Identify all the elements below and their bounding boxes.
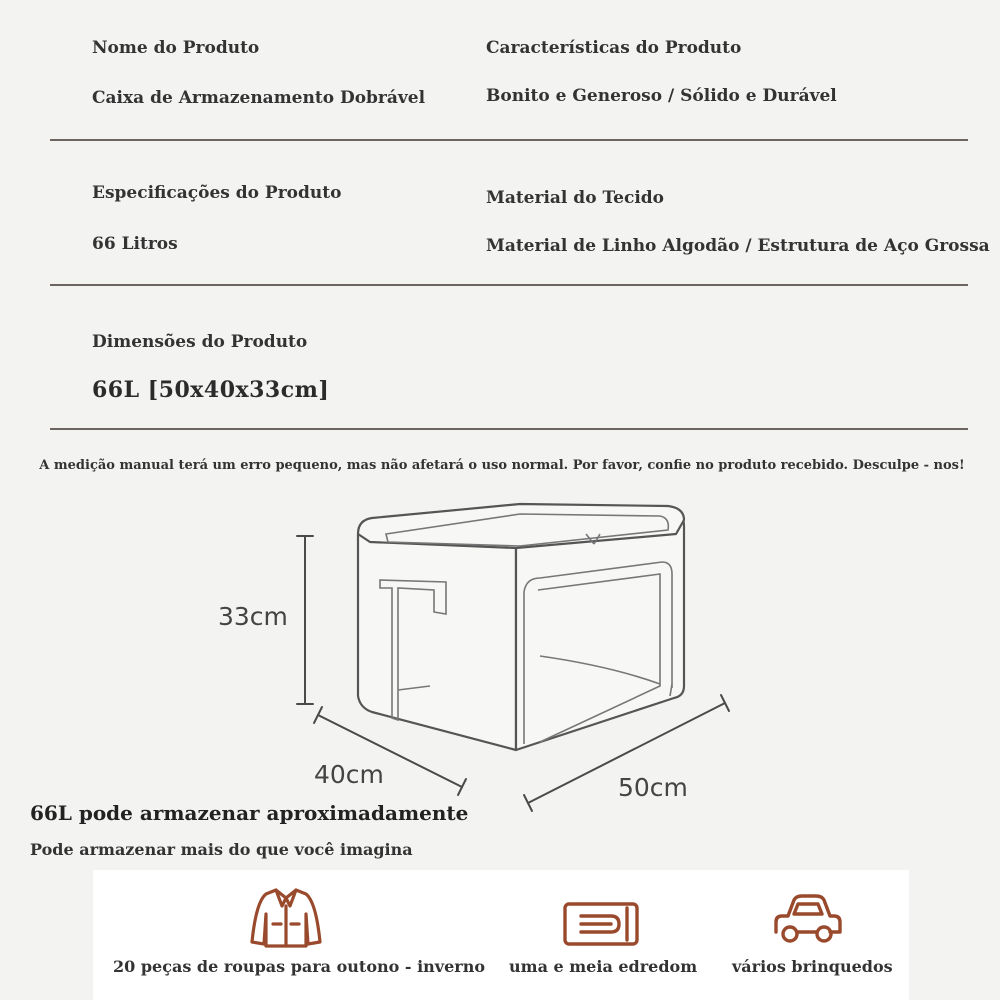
divider (50, 428, 968, 430)
specifications-label: Especificações do Produto (92, 183, 342, 203)
depth-dimension: 40cm (314, 760, 384, 789)
dimensions-label: Dimensões do Produto (92, 332, 308, 352)
divider (50, 284, 968, 286)
fabric-value: Material de Linho Algodão / Estrutura de Aço Grossa (486, 236, 990, 256)
item-label-clothes: 20 peças de roupas para outono - inverno (113, 957, 485, 976)
quilt-icon (561, 900, 641, 948)
width-dimension: 50cm (618, 773, 688, 802)
capacity-items-panel (93, 870, 909, 1000)
item-label-quilt: uma e meia edredom (509, 957, 698, 976)
measurement-note: A medição manual terá um erro pequeno, mas não afetará o uso normal. Por favor, confie no produto recebido. Desculpe - nos! (39, 458, 965, 473)
product-features-label: Características do Produto (486, 38, 742, 58)
capacity-title: 66L pode armazenar aproximadamente (30, 801, 469, 825)
capacity-subtitle: Pode armazenar mais do que você imagina (30, 840, 413, 859)
product-features-value: Bonito e Generoso / Sólido e Durável (486, 86, 837, 106)
divider (50, 139, 968, 141)
specifications-value: 66 Litros (92, 234, 178, 254)
jacket-icon (246, 884, 326, 948)
storage-box-diagram (0, 490, 1000, 820)
product-name-value: Caixa de Armazenamento Dobrável (92, 88, 426, 108)
item-label-toys: vários brinquedos (732, 957, 893, 976)
fabric-label: Material do Tecido (486, 188, 665, 208)
toy-car-icon (770, 890, 846, 950)
product-name-label: Nome do Produto (92, 38, 260, 58)
height-dimension: 33cm (218, 602, 288, 631)
dimensions-value: 66L [50x40x33cm] (92, 377, 330, 403)
